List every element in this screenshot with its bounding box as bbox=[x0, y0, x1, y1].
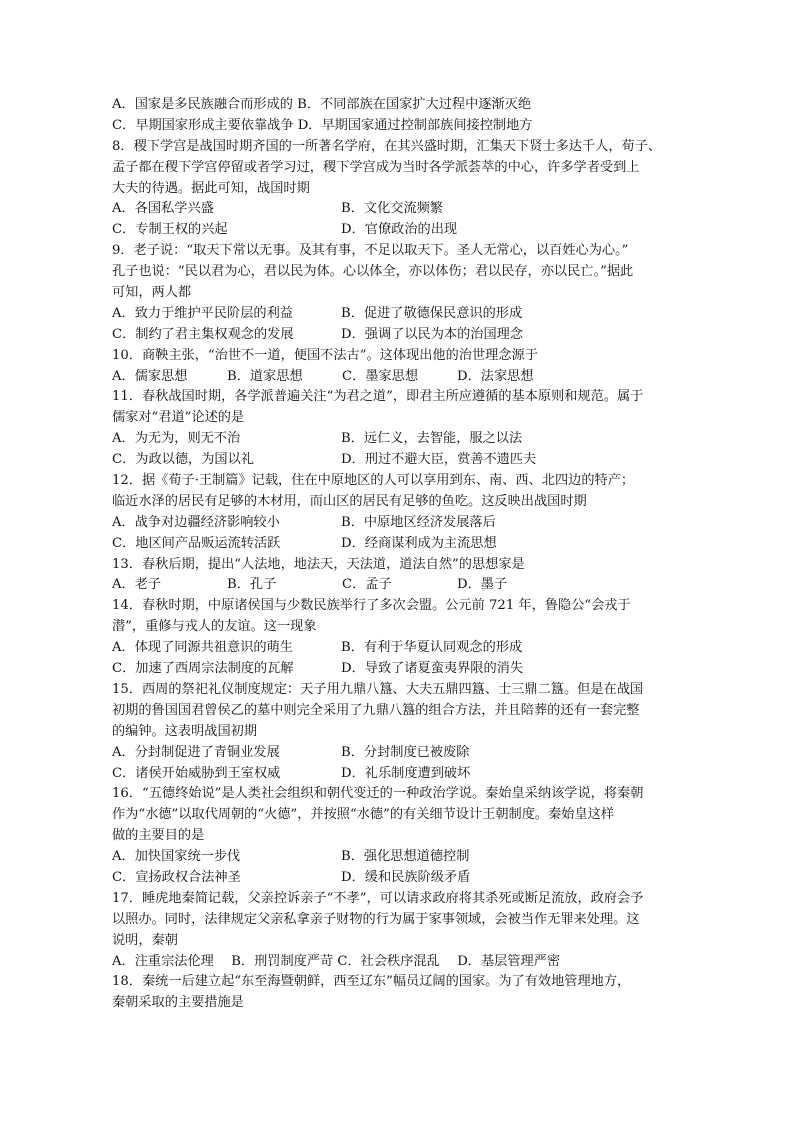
answer-option: C．为政以德，为国以礼 bbox=[112, 452, 254, 468]
option-row bbox=[112, 325, 684, 346]
option-row bbox=[112, 429, 684, 450]
question-stem-line: 17．睡虎地秦简记载，父亲控诉亲子“不孝”，可以请求政府将其杀死或断足流放，政府会予 bbox=[112, 890, 644, 906]
question-stem-line: 11．春秋战国时期，各学派普遍关注“为君之道”，即君主所应遵循的基本原则和规范。属于 bbox=[112, 389, 644, 405]
question-stem-line: 13．春秋后期，提出“人法地，地法天，天法道，道法自然”的思想家是 bbox=[112, 556, 525, 572]
question-stem-line: 说明，秦朝 bbox=[112, 932, 178, 948]
answer-option: A．老子 bbox=[112, 577, 162, 593]
question-stem-line: 8．稷下学宫是战国时期齐国的一所著名学府，在其兴盛时期，汇集天下贤士多达千人，荀子、 bbox=[112, 138, 662, 154]
question-block bbox=[112, 346, 684, 388]
question-stem-line: 大夫的待遇。据此可知，战国时期 bbox=[112, 180, 310, 196]
question-stem-line: 潜”，重修与戎人的友谊。这一现象 bbox=[112, 619, 317, 635]
answer-option: B．道家思想 bbox=[227, 368, 303, 384]
option-line: C．早期国家形成主要依靠战争 D．早期国家通过控制部族间接控制地方 bbox=[112, 117, 533, 133]
question-stem-line: 14．春秋时期，中原诸侯国与少数民族举行了多次会盟。公元前 721 年，鲁隐公“会戎于 bbox=[112, 598, 631, 614]
question-block bbox=[112, 137, 684, 241]
answer-option: A．儒家思想 bbox=[112, 368, 188, 384]
question-stem-line: 15．西周的祭祀礼仪制度规定：天子用九鼎八簋、大夫五鼎四簋、士三鼎二簋。但是在战国 bbox=[112, 681, 644, 697]
answer-option: D．法家思想 bbox=[457, 368, 534, 384]
answer-option: B．中原地区经济发展落后 bbox=[341, 514, 496, 530]
question-stem-line: 10．商鞅主张，“治世不一道，便国不法古”。这体现出他的治世理念源于 bbox=[112, 347, 538, 363]
option-row bbox=[112, 659, 684, 680]
answer-option: B．有利于华夏认同观念的形成 bbox=[341, 640, 523, 656]
exam-page bbox=[112, 95, 684, 1014]
question-block bbox=[112, 596, 684, 680]
answer-option: C．制约了君主集权观念的发展 bbox=[112, 326, 294, 342]
answer-option: B．远仁义，去智能，服之以法 bbox=[341, 431, 523, 447]
option-row bbox=[112, 304, 684, 325]
option-row bbox=[112, 367, 684, 388]
question-stem-line: 秦朝采取的主要措施是 bbox=[112, 995, 244, 1011]
question-stem-line: 18．秦统一后建立起“东至海暨朝鲜，西至辽东”幅员辽阔的国家。为了有效地管理地方， bbox=[112, 974, 631, 990]
option-row bbox=[112, 743, 684, 764]
question-stem-line: 孟子都在稷下学宫停留或者学习过，稷下学宫成为当时各学派荟萃的中心，许多学者受到上 bbox=[112, 159, 640, 175]
answer-option: D．强调了以民为本的治国理念 bbox=[341, 326, 524, 342]
answer-option: B．文化交流频繁 bbox=[341, 201, 444, 217]
answer-option: A．致力于维护平民阶层的利益 bbox=[112, 305, 293, 321]
option-row bbox=[112, 199, 684, 220]
answer-option: C．地区间产品贩运流转活跃 bbox=[112, 535, 281, 551]
answer-option: C．专制王权的兴起 bbox=[112, 222, 228, 238]
option-row bbox=[112, 575, 684, 596]
answer-option: A．分封制促进了青铜业发展 bbox=[112, 744, 280, 760]
question-block bbox=[112, 555, 684, 597]
answer-option: D．墨子 bbox=[457, 577, 508, 593]
option-row bbox=[112, 220, 684, 241]
answer-option: A．各国私学兴盛 bbox=[112, 201, 214, 217]
answer-option: B．促进了敬德保民意识的形成 bbox=[341, 305, 523, 321]
question-stem-line: 作为“水德”以取代周朝的“火德”，并按照“水德”的有关细节设计王朝制度。秦始皇这样 bbox=[112, 807, 615, 823]
question-stem-line: 孔子也说：“民以君为心，君以民为体。心以体全，亦以体伤；君以民存，亦以民亡。”据此 bbox=[112, 264, 634, 280]
answer-option: D．导致了诸夏蛮夷界限的消失 bbox=[341, 661, 524, 677]
answer-option: A．为无为，则无不治 bbox=[112, 431, 241, 447]
question-stem-line: 儒家对“君道”论述的是 bbox=[112, 410, 245, 426]
answer-option: C．加速了西周宗法制度的瓦解 bbox=[112, 661, 294, 677]
answer-option: D．官僚政治的出现 bbox=[341, 222, 458, 238]
answer-option: B．强化思想道德控制 bbox=[341, 849, 470, 865]
answer-option: C．宣扬政权合法神圣 bbox=[112, 869, 241, 885]
answer-option: A．注重宗法伦理 B．刑罚制度严苛 C．社会秩序混乱 D．基层管理严密 bbox=[112, 953, 561, 969]
question-stem-line: 做的主要目的是 bbox=[112, 828, 205, 844]
question-stem-line: 12．据《荀子·王制篇》记载，住在中原地区的人可以享用到东、南、西、北四边的特产； bbox=[112, 473, 635, 489]
question-stem-line: 9．老子说：“取天下常以无事。及其有事，不足以取天下。圣人无常心，以百姓心为心。” bbox=[112, 243, 629, 259]
option-row bbox=[112, 847, 684, 868]
answer-option: D．缓和民族阶级矛盾 bbox=[341, 869, 471, 885]
option-row bbox=[112, 764, 684, 785]
question-stem-line: 16．“五德终始说”是人类社会组织和朝代变迁的一种政治学说。秦始皇采纳该学说，将秦朝 bbox=[112, 786, 644, 802]
question-stem-line: 的编钟。这表明战国初期 bbox=[112, 723, 258, 739]
answer-option: D．礼乐制度遭到破坏 bbox=[341, 765, 471, 781]
option-row bbox=[112, 638, 684, 659]
option-row bbox=[112, 450, 684, 471]
question-stem-line: 初期的鲁国国君曾侯乙的墓中则完全采用了九鼎八簋的组合方法，并且陪葬的还有一套完整 bbox=[112, 702, 640, 718]
answer-option: D．刑过不避大臣，赏善不遗匹夫 bbox=[341, 452, 537, 468]
question-block bbox=[112, 784, 684, 888]
question-block bbox=[112, 241, 684, 345]
answer-option: A．加快国家统一步伐 bbox=[112, 849, 241, 865]
option-row bbox=[112, 868, 684, 889]
answer-option: A．体现了同源共祖意识的萌生 bbox=[112, 640, 293, 656]
option-line: A．国家是多民族融合而形成的 B．不同部族在国家扩大过程中逐渐灭绝 bbox=[112, 97, 532, 112]
answer-option: B．孔子 bbox=[227, 577, 277, 593]
option-row bbox=[112, 513, 684, 534]
question-stem-line: 临近水泽的居民有足够的木材用，而山区的居民有足够的鱼吃。这反映出战国时期 bbox=[112, 493, 587, 509]
answer-option: C．孟子 bbox=[342, 577, 392, 593]
question-stem-line: 可知，两人都 bbox=[112, 285, 192, 301]
answer-option: C．墨家思想 bbox=[342, 368, 419, 384]
question-block bbox=[112, 387, 684, 471]
answer-option: A．战争对边疆经济影响较小 bbox=[112, 514, 280, 530]
option-row bbox=[112, 534, 684, 555]
question-stem-line: 以照办。同时，法律规定父亲私拿亲子财物的行为属于家事领域，会被当作无罪来处理。这 bbox=[112, 911, 640, 927]
question-block bbox=[112, 889, 684, 973]
question-block bbox=[112, 972, 684, 1014]
answer-option: C．诸侯开始威胁到王室权威 bbox=[112, 765, 281, 781]
answer-option: D．经商谋利成为主流思想 bbox=[341, 535, 497, 551]
answer-option: B．分封制度已被废除 bbox=[341, 744, 470, 760]
question-block bbox=[112, 680, 684, 784]
question-block bbox=[112, 471, 684, 555]
